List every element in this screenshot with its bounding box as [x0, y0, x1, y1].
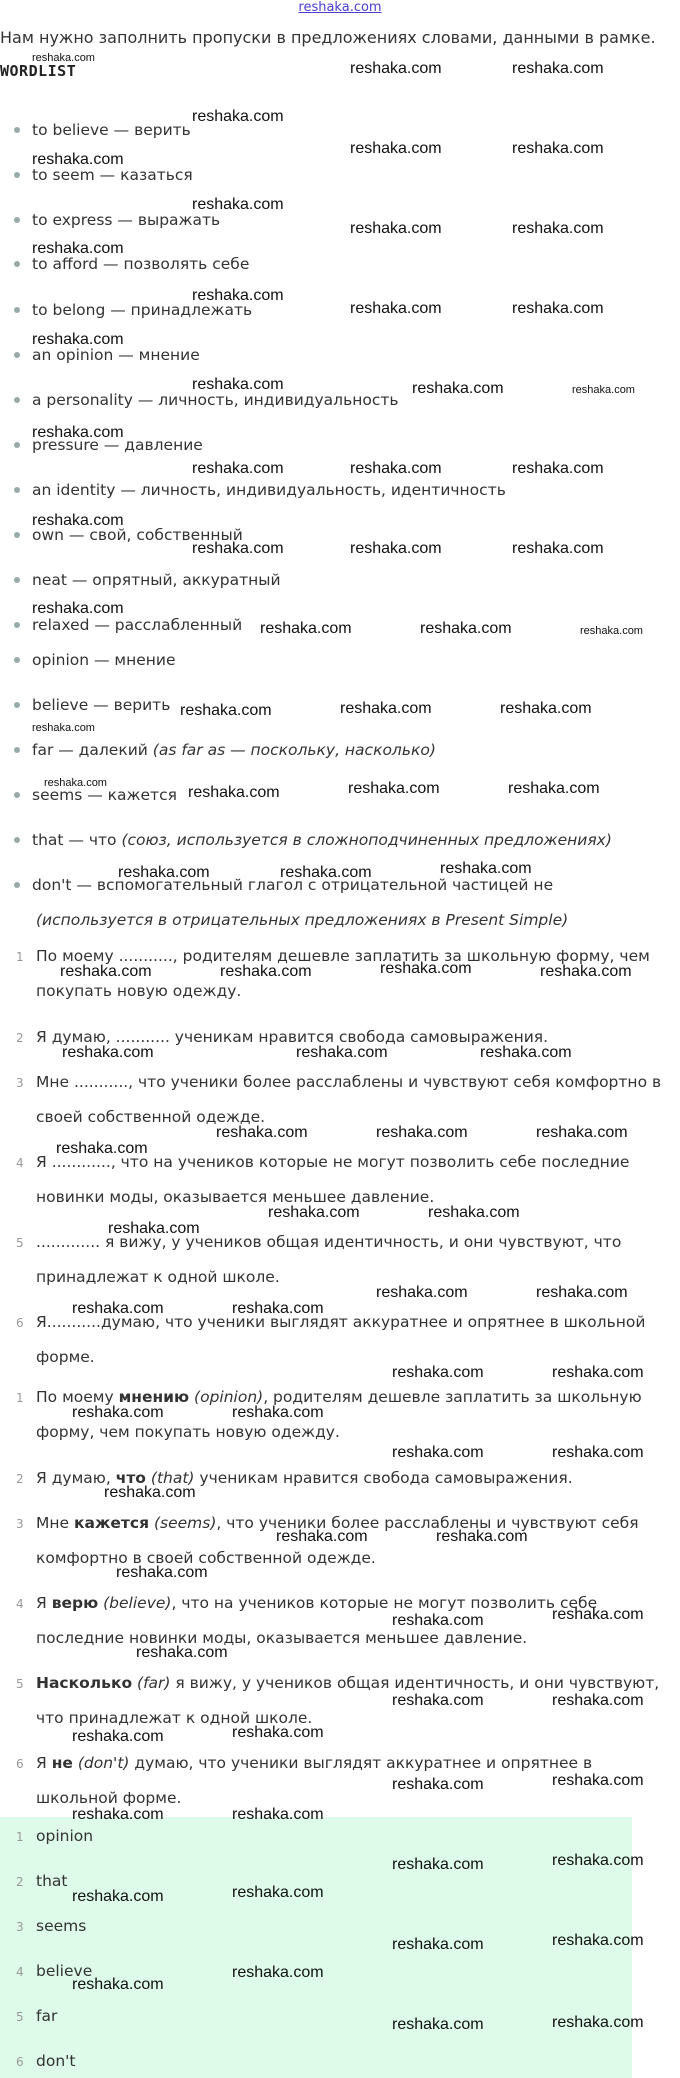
answer-number: 5 — [16, 2010, 24, 2024]
bullet-icon — [14, 702, 20, 708]
bullet-icon — [14, 217, 20, 223]
watermark: reshaka.com — [350, 220, 442, 237]
watermark: reshaka.com — [232, 1806, 324, 1823]
answer-item: opinion — [36, 1827, 94, 1845]
watermark: reshaka.com — [72, 1300, 164, 1317]
solution-line: Мне кажется (seems), что ученики более расслаблены и чувствуют себя — [36, 1514, 639, 1532]
solution-line: школьной форме. — [36, 1789, 182, 1807]
answer-item: believe — [36, 1962, 93, 1980]
watermark: reshaka.com — [350, 140, 442, 157]
wordlist-note: (используется в отрицательных предложениях в Present Simple) — [36, 911, 569, 929]
solution-number: 1 — [16, 1391, 24, 1405]
exercise-line: Мне ..........., что ученики более расслаблены и чувствуют себя комфортно в — [36, 1073, 662, 1091]
wordlist-text: an opinion — мнение — [32, 346, 200, 364]
wordlist-text: don't — вспомогательный глагол с отрицательной частицей не — [32, 876, 554, 894]
bullet-icon — [14, 792, 20, 798]
watermark: reshaka.com — [512, 460, 604, 477]
watermark: reshaka.com — [32, 151, 124, 168]
wordlist-item — [14, 831, 612, 849]
wordlist-text: to express — выражать — [32, 211, 221, 229]
watermark: reshaka.com — [108, 1220, 200, 1237]
wordlist-item — [14, 481, 506, 499]
wordlist-text: far — далекий — [32, 741, 153, 759]
watermark: reshaka.com — [348, 780, 440, 797]
watermark: reshaka.com — [420, 620, 512, 637]
exercise-line: форме. — [36, 1348, 95, 1366]
wordlist-text: that — что — [32, 831, 122, 849]
watermark: reshaka.com — [192, 460, 284, 477]
exercise-line: Я думаю, ........... ученикам нравится свобода самовыражения. — [36, 1028, 549, 1046]
watermark: reshaka.com — [72, 1728, 164, 1745]
watermark: reshaka.com — [220, 963, 312, 980]
solution-number: 6 — [16, 1757, 24, 1771]
solution-line: По моему мнению (opinion), родителям дешевле заплатить за школьную — [36, 1388, 642, 1406]
watermark: reshaka.com — [32, 424, 124, 441]
watermark: reshaka.com — [32, 512, 124, 529]
answer-number: 4 — [16, 1965, 24, 1979]
exercise-line: покупать новую одежду. — [36, 982, 242, 1000]
wordlist-text: own — свой, собственный — [32, 526, 243, 544]
watermark: reshaka.com — [136, 1644, 228, 1661]
answer-item: seems — [36, 1917, 87, 1935]
watermark: reshaka.com — [232, 1404, 324, 1421]
wordlist-text: an identity — личность, индивидуальность, идентичность — [32, 481, 506, 499]
wordlist-item — [14, 651, 176, 669]
watermark: reshaka.com — [376, 1124, 468, 1141]
answer-word: кажется — [73, 1514, 150, 1532]
solution-number: 3 — [16, 1517, 24, 1531]
exercise-line: новинки моды, оказывается меньшее давление. — [36, 1188, 435, 1206]
exercise-number: 2 — [16, 1031, 24, 1045]
site-title[interactable]: reshaka.com — [298, 0, 382, 15]
watermark: reshaka.com — [512, 140, 604, 157]
answers-panel — [0, 1817, 632, 2078]
wordlist-note: (союз, используется в сложноподчиненных предложениях) — [121, 831, 612, 849]
solution-number: 2 — [16, 1472, 24, 1486]
bullet-icon — [14, 352, 20, 358]
watermark: reshaka.com — [60, 963, 152, 980]
watermark: reshaka.com — [340, 700, 432, 717]
watermark: reshaka.com — [540, 963, 632, 980]
wordlist-text: to seem — казаться — [32, 166, 193, 184]
solution-number: 5 — [16, 1677, 24, 1691]
watermark: reshaka.com — [180, 702, 272, 719]
watermark: reshaka.com — [268, 1204, 360, 1221]
wordlist-item — [14, 571, 281, 589]
watermark: reshaka.com — [392, 1776, 484, 1793]
solution-line: Я не (don't) думаю, что ученики выглядят аккуратнее и опрятнее в — [36, 1754, 593, 1772]
answer-word: что — [115, 1469, 146, 1487]
answer-number: 1 — [16, 1830, 24, 1844]
watermark: reshaka.com — [508, 780, 600, 797]
watermark: reshaka.com — [392, 1364, 484, 1381]
watermark: reshaka.com — [512, 60, 604, 77]
bullet-icon — [14, 307, 20, 313]
watermark: reshaka.com — [32, 331, 124, 348]
wordlist-item — [14, 616, 242, 634]
answer-word: мнению — [118, 1388, 190, 1406]
watermark: reshaka.com — [552, 1932, 644, 1949]
watermark: reshaka.com — [536, 1284, 628, 1301]
bullet-icon — [14, 261, 20, 267]
watermark: reshaka.com — [512, 540, 604, 557]
solution-line: что принадлежат к одной школе. — [36, 1709, 313, 1727]
solution-line: Я думаю, что (that) ученикам нравится свобода самовыражения. — [36, 1469, 573, 1487]
wordlist-text: opinion — мнение — [32, 651, 176, 669]
wordlist-text: pressure — давление — [32, 436, 203, 454]
watermark: reshaka.com — [580, 625, 643, 637]
watermark: reshaka.com — [392, 1856, 484, 1873]
watermark: reshaka.com — [188, 784, 280, 801]
answer-number: 3 — [16, 1920, 24, 1934]
watermark: reshaka.com — [232, 1724, 324, 1741]
watermark: reshaka.com — [440, 860, 532, 877]
watermark: reshaka.com — [192, 287, 284, 304]
watermark: reshaka.com — [32, 600, 124, 617]
watermark: reshaka.com — [572, 384, 635, 396]
watermark: reshaka.com — [552, 2014, 644, 2031]
watermark: reshaka.com — [216, 1124, 308, 1141]
answer-number: 2 — [16, 1875, 24, 1889]
watermark: reshaka.com — [232, 1884, 324, 1901]
watermark: reshaka.com — [392, 1936, 484, 1953]
bullet-icon — [14, 747, 20, 753]
wordlist-text: relaxed — расслабленный — [32, 616, 243, 634]
bullet-icon — [14, 882, 20, 888]
bullet-icon — [14, 397, 20, 403]
wordlist-text: to believe — верить — [32, 121, 191, 139]
bullet-icon — [14, 837, 20, 843]
wordlist-text: to afford — позволять себе — [32, 255, 250, 273]
watermark: reshaka.com — [500, 700, 592, 717]
solution-number: 4 — [16, 1597, 24, 1611]
watermark: reshaka.com — [350, 60, 442, 77]
wordlist-text: neat — опрятный, аккуратный — [32, 571, 281, 589]
bullet-icon — [14, 657, 20, 663]
wordlist-text: believe — верить — [32, 696, 171, 714]
watermark: reshaka.com — [392, 2016, 484, 2033]
solution-line: форму, чем покупать новую одежду. — [36, 1423, 340, 1441]
watermark: reshaka.com — [350, 460, 442, 477]
solution-line: комфортно в своей собственной одежде. — [36, 1549, 376, 1567]
answer-number: 6 — [16, 2055, 24, 2069]
watermark: reshaka.com — [412, 380, 504, 397]
bullet-icon — [14, 172, 20, 178]
watermark: reshaka.com — [552, 1364, 644, 1381]
watermark: reshaka.com — [280, 864, 372, 881]
exercise-number: 6 — [16, 1316, 24, 1330]
bullet-icon — [14, 532, 20, 538]
watermark: reshaka.com — [512, 300, 604, 317]
watermark: reshaka.com — [380, 960, 472, 977]
answer-item: that — [36, 1872, 68, 1890]
watermark: reshaka.com — [512, 220, 604, 237]
watermark: reshaka.com — [392, 1612, 484, 1629]
watermark: reshaka.com — [552, 1692, 644, 1709]
answer-word: Насколько — [36, 1674, 133, 1692]
solution-line: Насколько (far) я вижу, у учеников общая идентичность, и они чувствуют, — [36, 1674, 660, 1692]
solution-line: последние новинки моды, оказывается меньшее давление. — [36, 1629, 528, 1647]
wordlist-item — [14, 741, 436, 759]
exercise-number: 1 — [16, 950, 24, 964]
bullet-icon — [14, 487, 20, 493]
watermark: reshaka.com — [32, 240, 124, 257]
answer-word: не — [51, 1754, 73, 1772]
watermark: reshaka.com — [72, 1806, 164, 1823]
wordlist-item — [14, 211, 220, 229]
watermark: reshaka.com — [552, 1606, 644, 1623]
watermark: reshaka.com — [392, 1692, 484, 1709]
exercise-number: 3 — [16, 1076, 24, 1090]
watermark: reshaka.com — [62, 1044, 154, 1061]
watermark: reshaka.com — [116, 1564, 208, 1581]
watermark: reshaka.com — [72, 1976, 164, 1993]
answer-word: верю — [51, 1594, 99, 1612]
watermark: reshaka.com — [118, 864, 210, 881]
watermark: reshaka.com — [536, 1124, 628, 1141]
watermark: reshaka.com — [436, 1528, 528, 1545]
exercise-line: своей собственной одежде. — [36, 1108, 266, 1126]
watermark: reshaka.com — [552, 1444, 644, 1461]
watermark: reshaka.com — [260, 620, 352, 637]
answer-item: far — [36, 2007, 58, 2025]
wordlist-note: (as far as — поскольку, насколько) — [152, 741, 436, 759]
watermark: reshaka.com — [44, 777, 107, 789]
watermark: reshaka.com — [296, 1044, 388, 1061]
bullet-icon — [14, 577, 20, 583]
watermark: reshaka.com — [32, 722, 95, 734]
watermark: reshaka.com — [72, 1404, 164, 1421]
answer-item: don't — [36, 2052, 76, 2070]
watermark: reshaka.com — [480, 1044, 572, 1061]
watermark: reshaka.com — [72, 1888, 164, 1905]
exercise-number: 5 — [16, 1236, 24, 1250]
watermark: reshaka.com — [232, 1964, 324, 1981]
bullet-icon — [14, 127, 20, 133]
watermark: reshaka.com — [56, 1140, 148, 1157]
task-intro: Нам нужно заполнить пропуски в предложениях словами, данными в рамке. — [0, 28, 656, 47]
exercise-line: принадлежат к одной школе. — [36, 1268, 280, 1286]
watermark: reshaka.com — [428, 1204, 520, 1221]
bullet-icon — [14, 442, 20, 448]
watermark: reshaka.com — [32, 52, 95, 64]
exercise-line: ............. я вижу, у учеников общая идентичность, и они чувствуют, что — [36, 1233, 622, 1251]
watermark: reshaka.com — [350, 300, 442, 317]
watermark: reshaka.com — [232, 1300, 324, 1317]
watermark: reshaka.com — [552, 1852, 644, 1869]
watermark: reshaka.com — [104, 1484, 196, 1501]
watermark: reshaka.com — [192, 376, 284, 393]
watermark: reshaka.com — [276, 1528, 368, 1545]
wordlist-text: seems — кажется — [32, 786, 177, 804]
exercise-number: 4 — [16, 1156, 24, 1170]
wordlist-item — [14, 121, 191, 139]
exercise-line: Я ............, что на учеников которые не могут позволить себе последние — [36, 1153, 630, 1171]
watermark: reshaka.com — [392, 1444, 484, 1461]
wordlist-text: to belong — принадлежать — [32, 301, 253, 319]
wordlist-text: a personality — личность, индивидуальность — [32, 391, 399, 409]
watermark: reshaka.com — [376, 1284, 468, 1301]
solution-line: Я верю (believe), что на учеников которые не могут позволить себе — [36, 1594, 598, 1612]
exercise-line: По моему ..........., родителям дешевле заплатить за школьную форму, чем — [36, 947, 650, 965]
wordlist-heading: WORDLIST — [0, 62, 77, 80]
watermark: reshaka.com — [192, 108, 284, 125]
bullet-icon — [14, 622, 20, 628]
watermark: reshaka.com — [350, 540, 442, 557]
watermark: reshaka.com — [552, 1772, 644, 1789]
wordlist-item — [14, 696, 170, 714]
watermark: reshaka.com — [192, 540, 284, 557]
exercise-line: Я...........думаю, что ученики выглядят аккуратнее и опрятнее в школьной — [36, 1313, 646, 1331]
watermark: reshaka.com — [192, 196, 284, 213]
